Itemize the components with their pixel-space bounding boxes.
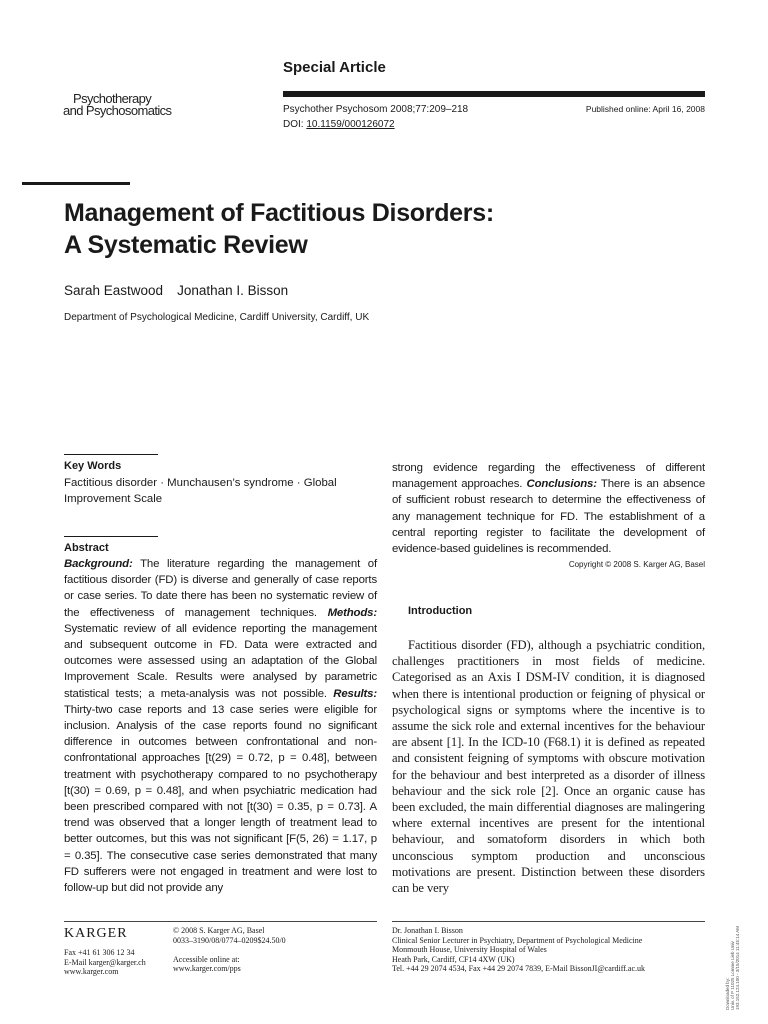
publisher-web: www.karger.com <box>64 967 119 977</box>
title-rule <box>22 182 130 185</box>
stamp-line: Downloaded by: <box>725 977 730 1010</box>
contact-name: Dr. Jonathan I. Bisson <box>392 926 463 935</box>
accessible-url: www.karger.com/pps <box>173 964 241 974</box>
conclusions-label: Conclusions: <box>526 478 597 491</box>
author-list <box>64 283 288 298</box>
journal-logo-line1: Psychotherapy <box>73 91 152 106</box>
article-title-line1: Management of Factitious Disorders: <box>64 199 494 227</box>
citation: Psychother Psychosom 2008;77:209–218 <box>283 104 469 115</box>
introduction-body: Factitious disorder (FD), although a psychiatric condition, challenges practitioners in most fields of medicine. Categorised as an Axis I DSM-IV condition, it is diagnosed when there is intentional production or feigning of physical or psychological signs or symptoms where the incentive is to assume the sick role and external incentives for the behaviour are absent [1]. In the ICD-10 (F68.1) it is defined as repeated and consistent feigning of symptoms with obscure motivation for the behaviour and best interpreted as a disorder of illness behaviour and the sick role [2]. Once an organic cause has been excluded, the main differential diagnoses are malingering where external incentives are present for the intentional behaviour, and somatoform disorders in which both unconscious symptom production and unconscious motivations are present. Distinction between these disorders can be very <box>392 638 705 896</box>
keywords-rule <box>64 454 158 455</box>
keywords-line: Improvement Scale <box>64 493 163 506</box>
section-label: Special Article <box>283 59 386 76</box>
affiliation: Department of Psychological Medicine, Cardiff University, Cardiff, UK <box>64 312 370 323</box>
abstract-rule <box>64 536 158 537</box>
published-date: Published online: April 16, 2008 <box>585 104 705 114</box>
doi-prefix: DOI: <box>283 119 307 130</box>
contact-address: Monmouth House, University Hospital of Wales <box>392 945 547 955</box>
conclusions-text: There is an absence of sufficient robust research to determine the effectiveness of any management technique for FD. The establishment of a central reporting register to facilitate the development of evidence-based guidelines is recommended. <box>392 478 706 556</box>
introduction-heading: Introduction <box>408 605 473 617</box>
author-name: Jonathan I. Bisson <box>177 283 289 298</box>
accessible-label: Accessible online at: <box>173 954 240 964</box>
keywords-list <box>64 475 378 507</box>
doi-line <box>283 118 395 132</box>
download-stamp <box>725 926 740 1010</box>
correspondence-block <box>392 926 645 974</box>
methods-text: Systematic review of all evidence reporting the management and subsequent outcome in FD. Data were extracted and outcomes were assessed using an adaptation of the Global Improvement Scale. Results were analysed by parametric statistical tests; a meta-analysis was not possible. <box>64 622 377 700</box>
contact-phone: Tel. +44 29 2074 4534, Fax +44 29 2074 7839, E-Mail BissonJI@cardiff.ac.uk <box>392 964 645 974</box>
abstract-body <box>64 556 377 896</box>
doi-link[interactable]: 10.1159/000126072 <box>306 119 395 130</box>
author-name: Sarah Eastwood <box>64 283 164 298</box>
abstract-heading: Abstract <box>64 542 109 554</box>
copyright-line: © 2008 S. Karger AG, Basel <box>173 926 265 935</box>
abstract-continuation <box>392 460 705 557</box>
publisher-email: E-Mail karger@karger.ch <box>64 957 146 967</box>
results-label: Results: <box>333 687 377 700</box>
abstract-cont-text: strong evidence regarding the effectiveness of different management approaches. <box>392 462 705 491</box>
footer-rule-right <box>392 921 705 922</box>
header-rule <box>283 91 705 97</box>
keywords-heading: Key Words <box>64 460 122 472</box>
issn-line: 0033–3190/08/0774–0209$24.50/0 <box>173 935 286 945</box>
methods-label: Methods: <box>327 606 377 619</box>
publisher-contact <box>64 948 146 977</box>
journal-logo-line2: and Psychosomatics <box>63 103 172 118</box>
stamp-line: 193.152.124.100 - 3/15/2014 11:45:14 AM <box>735 926 740 1010</box>
footer-rule-left <box>64 921 377 922</box>
article-title-line2: A Systematic Review <box>64 231 308 259</box>
background-text: The literature regarding the management of factitious disorder (FD) is diverse and generally of case reports or case series. To date there has been no systematic review of the effectiveness of management techniques. <box>64 558 377 619</box>
contact-address: Heath Park, Cardiff, CF14 4XW (UK) <box>392 954 515 964</box>
background-label: Background: <box>64 558 133 570</box>
abstract-copyright: Copyright © 2008 S. Karger AG, Basel <box>568 560 705 569</box>
publisher-fax: Fax +41 61 306 12 34 <box>64 948 135 957</box>
results-text: Thirty-two case reports and 13 case series were eligible for inclusion. Analysis of the case reports found no significant difference in outcomes between confrontational and non-confrontational approaches [t(29) = 0.72, p = 0.48], between treatment with psychotherapy compared to no psychotherapy [t(30) = 0.69, p = 0.48], and when psychiatric medication had been prescribed compared with not [t(30) = 0.35, p = 0.73]. A trend was observed that a longer length of treatment lead to better outcomes, but this was not significant [F(5, 26) = 1.17, p = 0.35]. The consecutive case series demonstrated that many FD sufferers were not engaged in treatment and were lost to follow-up but did not provide any <box>64 703 377 895</box>
contact-title: Clinical Senior Lecturer in Psychiatry, Department of Psychological Medicine <box>392 935 643 945</box>
stamp-line: Univ. of P 11025 Lomme Lieb Univ <box>730 941 735 1010</box>
copyright-block <box>173 926 286 974</box>
karger-logo: KARGER <box>64 926 128 941</box>
keywords-line: Factitious disorder · Munchausen’s syndrome · Global <box>64 477 337 489</box>
